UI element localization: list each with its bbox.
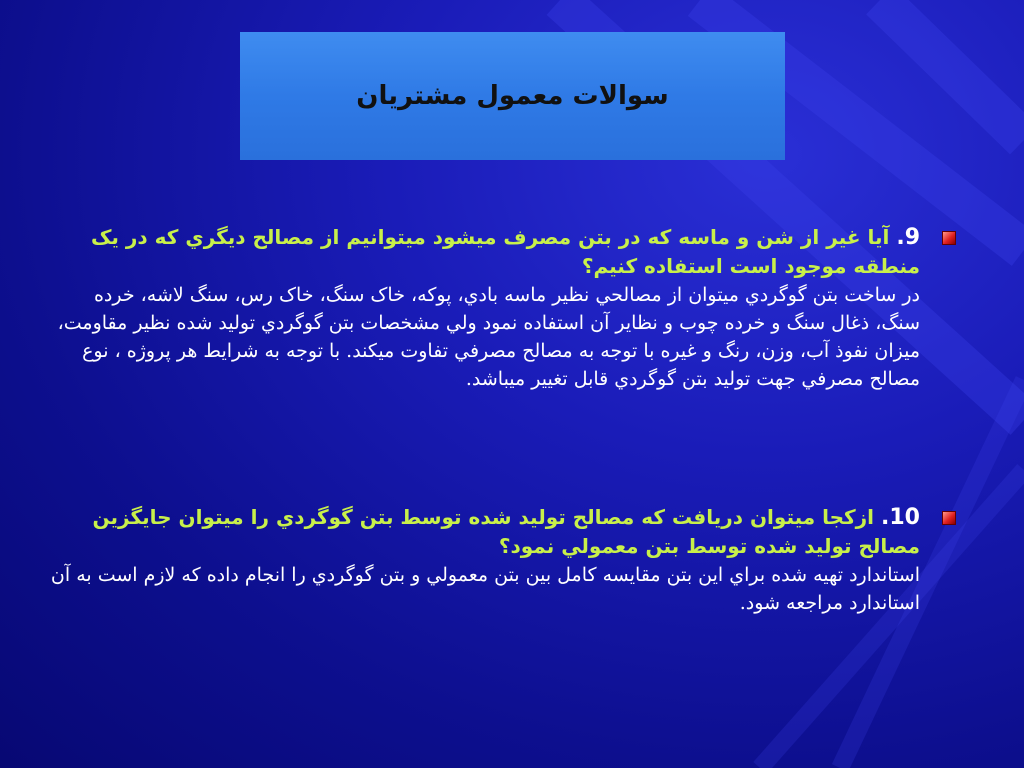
faq-item-10 [50,503,920,617]
faq-number: 9. [896,225,920,250]
faq-question-text: آيا غير از شن و ماسه که در بتن مصرف ميشود ميتوانيم از مصالح ديگري که در يک منطقه موجود است استفاده کنيم؟ [90,225,920,278]
faq-question-text: ازکجا ميتوان دريافت که مصالح توليد شده توسط بتن گوگردي را ميتوان جايگزين مصالح توليد شده توسط بتن معمولي نمود؟ [92,505,920,558]
bullet-icon [942,231,956,245]
faq-answer: استاندارد تهيه شده براي اين بتن مقايسه کامل بين بتن معمولي و بتن گوگردي را انجام داده که لازم است به آن استاندارد مراجعه شود. [50,564,920,614]
page-title: سوالات معمول مشتريان [356,81,669,111]
faq-question [50,223,920,281]
faq-question [50,503,920,561]
bullet-icon [942,511,956,525]
faq-number: 10. [881,505,920,530]
title-banner [240,32,785,160]
faq-answer: در ساخت بتن گوگردي ميتوان از مصالحي نظير ماسه بادي، پوکه، خاک سنگ، خاک رس، سنگ لاشه، خرده سنگ، ذغال سنگ و خرده چوب و نظاير آن استفاده نمود ولي مشخصات بتن گوگردي توليد شده نظير مقاومت، ميزان نفوذ آب، وزن، رنگ و غيره با توجه به مصالح مصرفي تفاوت ميکند. با توجه به شرايط هر پروژه ، نوع مصالح مصرفي جهت توليد بتن گوگردي قابل تغيير ميباشد. [57,284,920,390]
faq-item-9 [50,223,920,393]
